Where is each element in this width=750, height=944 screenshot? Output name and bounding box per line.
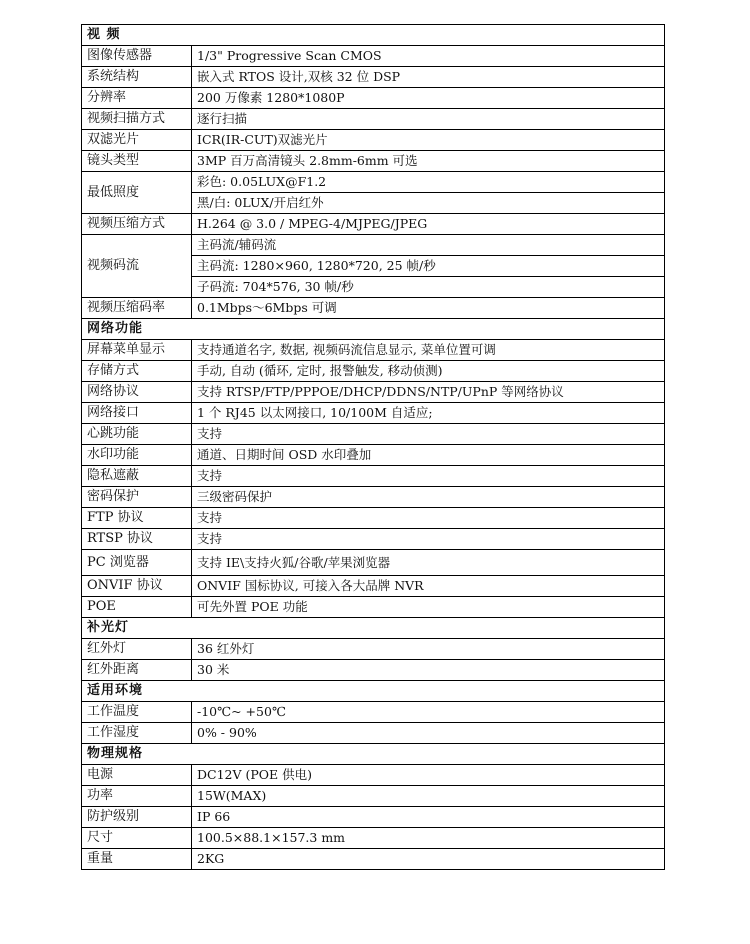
spec-label: FTP 协议 bbox=[82, 508, 192, 529]
table-row bbox=[82, 529, 665, 550]
table-row bbox=[82, 151, 665, 172]
table-row bbox=[82, 660, 665, 681]
spec-label: 视频压缩码率 bbox=[82, 298, 192, 319]
spec-label: 网络协议 bbox=[82, 382, 192, 403]
section-title: 网络功能 bbox=[82, 319, 665, 340]
table-row bbox=[82, 424, 665, 445]
table-row bbox=[82, 597, 665, 618]
spec-value: 手动, 自动 (循环, 定时, 报警触发, 移动侦测) bbox=[192, 361, 665, 382]
spec-label: 重量 bbox=[82, 849, 192, 870]
table-row bbox=[82, 67, 665, 88]
spec-value: 逐行扫描 bbox=[192, 109, 665, 130]
spec-label: POE bbox=[82, 597, 192, 618]
spec-label: 防护级别 bbox=[82, 807, 192, 828]
spec-label: 镜头类型 bbox=[82, 151, 192, 172]
spec-value: 黑/白: 0LUX/开启红外 bbox=[192, 193, 665, 214]
section-title: 视 频 bbox=[82, 25, 665, 46]
table-row bbox=[82, 382, 665, 403]
table-row bbox=[82, 786, 665, 807]
spec-label: 存储方式 bbox=[82, 361, 192, 382]
table-row bbox=[82, 109, 665, 130]
spec-value: 支持通道名字, 数据, 视频码流信息显示, 菜单位置可调 bbox=[192, 340, 665, 361]
spec-label: 红外距离 bbox=[82, 660, 192, 681]
table-row bbox=[82, 130, 665, 151]
spec-value: 支持 bbox=[192, 529, 665, 550]
spec-table bbox=[81, 24, 665, 870]
spec-label: 水印功能 bbox=[82, 445, 192, 466]
spec-label: 视频扫描方式 bbox=[82, 109, 192, 130]
table-row bbox=[82, 403, 665, 424]
spec-value: 支持 IE\支持火狐/谷歌/苹果浏览器 bbox=[192, 550, 665, 576]
spec-label: 心跳功能 bbox=[82, 424, 192, 445]
spec-value: 2KG bbox=[192, 849, 665, 870]
spec-value: IP 66 bbox=[192, 807, 665, 828]
table-row bbox=[82, 849, 665, 870]
table-row bbox=[82, 576, 665, 597]
spec-value: 支持 RTSP/FTP/PPPOE/DHCP/DDNS/NTP/UPnP 等网络协议 bbox=[192, 382, 665, 403]
spec-label: 工作温度 bbox=[82, 702, 192, 723]
table-row bbox=[82, 508, 665, 529]
section-title: 补光灯 bbox=[82, 618, 665, 639]
spec-value: DC12V (POE 供电) bbox=[192, 765, 665, 786]
section-header-row bbox=[82, 319, 665, 340]
spec-value: H.264 @ 3.0 / MPEG-4/MJPEG/JPEG bbox=[192, 214, 665, 235]
spec-label: 视频压缩方式 bbox=[82, 214, 192, 235]
spec-value: 主码流: 1280×960, 1280*720, 25 帧/秒 bbox=[192, 256, 665, 277]
table-row bbox=[82, 550, 665, 576]
spec-label: 红外灯 bbox=[82, 639, 192, 660]
spec-value: 100.5×88.1×157.3 mm bbox=[192, 828, 665, 849]
spec-label: 电源 bbox=[82, 765, 192, 786]
section-header-row bbox=[82, 25, 665, 46]
spec-label: RTSP 协议 bbox=[82, 529, 192, 550]
table-row bbox=[82, 46, 665, 67]
spec-label: 分辨率 bbox=[82, 88, 192, 109]
spec-value: 36 红外灯 bbox=[192, 639, 665, 660]
spec-label: 尺寸 bbox=[82, 828, 192, 849]
spec-value: 主码流/辅码流 bbox=[192, 235, 665, 256]
section-title: 物理规格 bbox=[82, 744, 665, 765]
spec-value: 支持 bbox=[192, 508, 665, 529]
table-row bbox=[82, 172, 665, 193]
table-row bbox=[82, 702, 665, 723]
spec-value: 支持 bbox=[192, 466, 665, 487]
table-row bbox=[82, 298, 665, 319]
spec-value: ONVIF 国标协议, 可接入各大品牌 NVR bbox=[192, 576, 665, 597]
spec-label: 隐私遮蔽 bbox=[82, 466, 192, 487]
table-row bbox=[82, 807, 665, 828]
table-row bbox=[82, 828, 665, 849]
spec-label: 最低照度 bbox=[82, 172, 192, 214]
spec-value: 可先外置 POE 功能 bbox=[192, 597, 665, 618]
table-row bbox=[82, 340, 665, 361]
spec-value: 支持 bbox=[192, 424, 665, 445]
spec-value: ICR(IR-CUT)双滤光片 bbox=[192, 130, 665, 151]
section-header-row bbox=[82, 744, 665, 765]
spec-value: 彩色: 0.05LUX@F1.2 bbox=[192, 172, 665, 193]
section-header-row bbox=[82, 618, 665, 639]
spec-value: 子码流: 704*576, 30 帧/秒 bbox=[192, 277, 665, 298]
table-row bbox=[82, 361, 665, 382]
table-row bbox=[82, 765, 665, 786]
spec-value: 0% - 90% bbox=[192, 723, 665, 744]
spec-label: 工作湿度 bbox=[82, 723, 192, 744]
spec-value: 1/3" Progressive Scan CMOS bbox=[192, 46, 665, 67]
spec-label: 功率 bbox=[82, 786, 192, 807]
spec-label: 网络接口 bbox=[82, 403, 192, 424]
spec-label: 图像传感器 bbox=[82, 46, 192, 67]
spec-label: 屏幕菜单显示 bbox=[82, 340, 192, 361]
spec-value: 三级密码保护 bbox=[192, 487, 665, 508]
spec-value: 1 个 RJ45 以太网接口, 10/100M 自适应; bbox=[192, 403, 665, 424]
spec-value: 0.1Mbps～6Mbps 可调 bbox=[192, 298, 665, 319]
spec-value: 通道、日期时间 OSD 水印叠加 bbox=[192, 445, 665, 466]
table-row bbox=[82, 466, 665, 487]
spec-label: ONVIF 协议 bbox=[82, 576, 192, 597]
spec-label: 视频码流 bbox=[82, 235, 192, 298]
table-row bbox=[82, 445, 665, 466]
spec-value: 3MP 百万高清镜头 2.8mm-6mm 可选 bbox=[192, 151, 665, 172]
table-row bbox=[82, 487, 665, 508]
table-row bbox=[82, 639, 665, 660]
section-title: 适用环境 bbox=[82, 681, 665, 702]
section-header-row bbox=[82, 681, 665, 702]
spec-label: 密码保护 bbox=[82, 487, 192, 508]
table-row bbox=[82, 214, 665, 235]
table-row bbox=[82, 88, 665, 109]
table-row bbox=[82, 235, 665, 256]
table-row bbox=[82, 723, 665, 744]
spec-value: 嵌入式 RTOS 设计,双核 32 位 DSP bbox=[192, 67, 665, 88]
spec-label: 双滤光片 bbox=[82, 130, 192, 151]
spec-value: -10℃~ +50℃ bbox=[192, 702, 665, 723]
spec-label: PC 浏览器 bbox=[82, 550, 192, 576]
spec-value: 200 万像素 1280*1080P bbox=[192, 88, 665, 109]
spec-value: 15W(MAX) bbox=[192, 786, 665, 807]
spec-value: 30 米 bbox=[192, 660, 665, 681]
spec-label: 系统结构 bbox=[82, 67, 192, 88]
